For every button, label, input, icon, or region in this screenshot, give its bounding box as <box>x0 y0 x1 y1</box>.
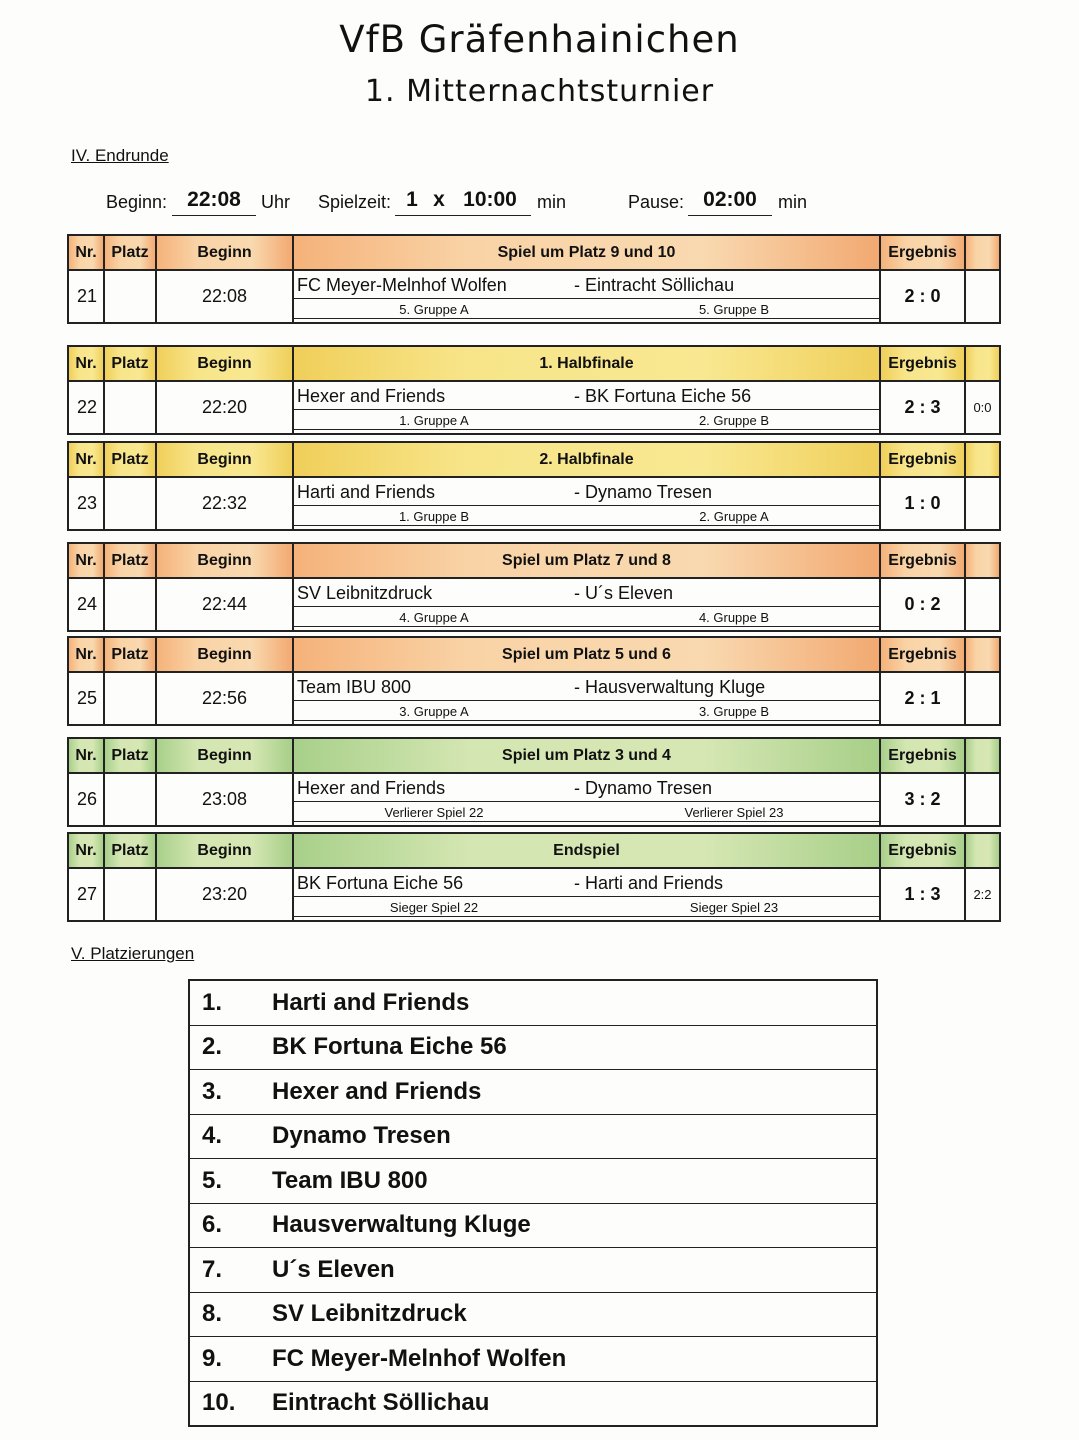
col-extra-header <box>965 738 1000 773</box>
match-teams <box>293 578 880 631</box>
team-home-origin: 4. Gruppe A <box>399 610 469 625</box>
spielzeit-value: 10:00 <box>449 188 531 216</box>
placement-row <box>189 1070 877 1115</box>
match-halftime-score <box>965 477 1000 530</box>
match-platz <box>104 672 156 725</box>
placement-row <box>189 1248 877 1293</box>
placement-position: 7. <box>189 1248 272 1293</box>
match-number: 21 <box>68 270 104 323</box>
team-away-origin: Verlierer Spiel 23 <box>684 805 784 820</box>
col-nr-header: Nr. <box>68 637 104 672</box>
team-home: BK Fortuna Eiche 56 <box>297 873 464 893</box>
match-platz <box>104 773 156 826</box>
col-extra-header <box>965 442 1000 477</box>
match-header-row <box>68 543 1000 578</box>
team-away: - BK Fortuna Eiche 56 <box>574 386 752 406</box>
match-halftime-score: 2:2 <box>965 868 1000 921</box>
match-title: Endspiel <box>293 833 880 868</box>
match-teams <box>293 270 880 323</box>
spielzeit-count: 1 <box>395 188 429 216</box>
match-result: 3 : 2 <box>880 773 965 826</box>
team-home-origin: 5. Gruppe A <box>399 302 469 317</box>
col-beginn-header: Beginn <box>156 833 293 868</box>
match-platz <box>104 477 156 530</box>
match-start-time: 22:32 <box>156 477 293 530</box>
team-away-origin: 3. Gruppe B <box>698 704 770 719</box>
col-extra-header <box>965 543 1000 578</box>
placement-team: Dynamo Tresen <box>272 1114 877 1159</box>
col-ergebnis-header: Ergebnis <box>880 235 965 270</box>
team-away-origin: 2. Gruppe B <box>698 413 770 428</box>
match-table <box>67 234 1001 324</box>
placement-position: 4. <box>189 1114 272 1159</box>
match-number: 27 <box>68 868 104 921</box>
col-nr-header: Nr. <box>68 543 104 578</box>
placement-team: Hexer and Friends <box>272 1070 877 1115</box>
spielzeit-label: Spielzeit: <box>318 192 392 212</box>
placement-row <box>189 1381 877 1426</box>
placement-team: FC Meyer-Melnhof Wolfen <box>272 1337 877 1382</box>
beginn-value: 22:08 <box>172 188 256 216</box>
match-row <box>68 672 1000 725</box>
col-ergebnis-header: Ergebnis <box>880 346 965 381</box>
placement-row <box>189 1337 877 1382</box>
placement-team: Hausverwaltung Kluge <box>272 1203 877 1248</box>
team-away-origin: 5. Gruppe B <box>698 302 770 317</box>
pause-value: 02:00 <box>688 188 772 216</box>
match-row <box>68 270 1000 323</box>
col-nr-header: Nr. <box>68 346 104 381</box>
round-info <box>0 188 1079 220</box>
placement-row <box>189 1025 877 1070</box>
col-platz-header: Platz <box>104 235 156 270</box>
col-extra-header <box>965 833 1000 868</box>
placement-position: 1. <box>189 980 272 1025</box>
match-header-row <box>68 346 1000 381</box>
match-title: 2. Halbfinale <box>293 442 880 477</box>
team-home-origin: Verlierer Spiel 22 <box>384 805 484 820</box>
match-table <box>67 636 1001 726</box>
match-platz <box>104 578 156 631</box>
pause-unit: min <box>778 192 808 212</box>
team-home: SV Leibnitzdruck <box>297 583 433 603</box>
match-title: Spiel um Platz 9 und 10 <box>293 235 880 270</box>
document-title: VfB Gräfenhainichen <box>339 18 740 61</box>
placement-position: 3. <box>189 1070 272 1115</box>
team-home: FC Meyer-Melnhof Wolfen <box>297 275 507 295</box>
match-halftime-score <box>965 773 1000 826</box>
team-home: Harti and Friends <box>297 482 436 502</box>
team-away-origin: 2. Gruppe A <box>699 509 769 524</box>
match-table <box>67 737 1001 827</box>
col-ergebnis-header: Ergebnis <box>880 738 965 773</box>
match-teams <box>293 381 880 434</box>
match-halftime-score <box>965 672 1000 725</box>
placement-position: 2. <box>189 1025 272 1070</box>
match-result: 0 : 2 <box>880 578 965 631</box>
placement-team: U´s Eleven <box>272 1248 877 1293</box>
match-title: 1. Halbfinale <box>293 346 880 381</box>
team-home-origin: 1. Gruppe B <box>398 509 470 524</box>
team-home-origin: Sieger Spiel 22 <box>389 900 479 915</box>
match-platz <box>104 270 156 323</box>
col-platz-header: Platz <box>104 738 156 773</box>
spielzeit-unit: min <box>537 192 567 212</box>
match-title: Spiel um Platz 7 und 8 <box>293 543 880 578</box>
placement-position: 8. <box>189 1292 272 1337</box>
match-title: Spiel um Platz 5 und 6 <box>293 637 880 672</box>
match-number: 23 <box>68 477 104 530</box>
team-away: - Eintracht Söllichau <box>574 275 735 295</box>
match-table <box>67 441 1001 531</box>
match-header-row <box>68 637 1000 672</box>
placement-position: 5. <box>189 1159 272 1204</box>
match-teams <box>293 672 880 725</box>
placement-row <box>189 1203 877 1248</box>
col-extra-header <box>965 235 1000 270</box>
match-table <box>67 542 1001 632</box>
section-title-endrunde: IV. Endrunde <box>71 146 169 165</box>
match-halftime-score <box>965 270 1000 323</box>
team-away-origin: 4. Gruppe B <box>698 610 770 625</box>
match-table <box>67 345 1001 435</box>
match-row <box>68 578 1000 631</box>
match-halftime-score <box>965 578 1000 631</box>
pause-label: Pause: <box>628 192 685 212</box>
col-beginn-header: Beginn <box>156 738 293 773</box>
col-beginn-header: Beginn <box>156 637 293 672</box>
col-ergebnis-header: Ergebnis <box>880 442 965 477</box>
placement-team: BK Fortuna Eiche 56 <box>272 1025 877 1070</box>
team-away: - Dynamo Tresen <box>574 778 713 798</box>
section-title-platzierungen: V. Platzierungen <box>71 944 195 963</box>
col-ergebnis-header: Ergebnis <box>880 833 965 868</box>
placement-team: Team IBU 800 <box>272 1159 877 1204</box>
placement-row <box>189 1114 877 1159</box>
placement-team: Eintracht Söllichau <box>272 1381 877 1426</box>
col-platz-header: Platz <box>104 442 156 477</box>
match-row <box>68 773 1000 826</box>
col-ergebnis-header: Ergebnis <box>880 543 965 578</box>
beginn-unit: Uhr <box>261 192 291 212</box>
match-start-time: 22:56 <box>156 672 293 725</box>
placement-position: 9. <box>189 1337 272 1382</box>
match-row <box>68 477 1000 530</box>
col-beginn-header: Beginn <box>156 543 293 578</box>
col-nr-header: Nr. <box>68 442 104 477</box>
team-home-origin: 1. Gruppe A <box>399 413 469 428</box>
spielzeit-multiplier: x <box>429 188 449 216</box>
col-platz-header: Platz <box>104 543 156 578</box>
match-teams <box>293 773 880 826</box>
match-start-time: 22:44 <box>156 578 293 631</box>
placement-row <box>189 980 877 1025</box>
match-teams <box>293 868 880 921</box>
match-number: 24 <box>68 578 104 631</box>
match-header-row <box>68 235 1000 270</box>
col-extra-header <box>965 346 1000 381</box>
match-number: 22 <box>68 381 104 434</box>
col-platz-header: Platz <box>104 833 156 868</box>
match-header-row <box>68 833 1000 868</box>
match-header-row <box>68 442 1000 477</box>
match-platz <box>104 381 156 434</box>
team-away-origin: Sieger Spiel 23 <box>689 900 779 915</box>
team-away: - U´s Eleven <box>574 583 674 603</box>
placement-team: Harti and Friends <box>272 980 877 1025</box>
team-home-origin: 3. Gruppe A <box>399 704 469 719</box>
match-result: 2 : 1 <box>880 672 965 725</box>
col-ergebnis-header: Ergebnis <box>880 637 965 672</box>
placement-row <box>189 1159 877 1204</box>
col-platz-header: Platz <box>104 637 156 672</box>
match-number: 26 <box>68 773 104 826</box>
col-nr-header: Nr. <box>68 235 104 270</box>
match-header-row <box>68 738 1000 773</box>
col-beginn-header: Beginn <box>156 235 293 270</box>
beginn-label: Beginn: <box>106 192 168 212</box>
match-result: 2 : 0 <box>880 270 965 323</box>
match-platz <box>104 868 156 921</box>
match-row <box>68 381 1000 434</box>
match-row <box>68 868 1000 921</box>
match-teams <box>293 477 880 530</box>
team-home: Hexer and Friends <box>297 778 446 798</box>
team-away: - Hausverwaltung Kluge <box>574 677 766 697</box>
team-home: Hexer and Friends <box>297 386 446 406</box>
placement-row <box>189 1292 877 1337</box>
placement-position: 6. <box>189 1203 272 1248</box>
document-subtitle: 1. Mitternachtsturnier <box>364 74 715 109</box>
placement-team: SV Leibnitzdruck <box>272 1292 877 1337</box>
col-extra-header <box>965 637 1000 672</box>
col-beginn-header: Beginn <box>156 346 293 381</box>
match-number: 25 <box>68 672 104 725</box>
col-nr-header: Nr. <box>68 833 104 868</box>
placement-position: 10. <box>189 1381 272 1426</box>
match-title: Spiel um Platz 3 und 4 <box>293 738 880 773</box>
placement-table <box>188 979 878 1427</box>
match-result: 1 : 0 <box>880 477 965 530</box>
col-platz-header: Platz <box>104 346 156 381</box>
team-away: - Dynamo Tresen <box>574 482 713 502</box>
match-result: 2 : 3 <box>880 381 965 434</box>
match-start-time: 23:08 <box>156 773 293 826</box>
match-halftime-score: 0:0 <box>965 381 1000 434</box>
match-start-time: 23:20 <box>156 868 293 921</box>
col-nr-header: Nr. <box>68 738 104 773</box>
match-start-time: 22:20 <box>156 381 293 434</box>
match-start-time: 22:08 <box>156 270 293 323</box>
match-result: 1 : 3 <box>880 868 965 921</box>
team-home: Team IBU 800 <box>297 677 412 697</box>
match-table <box>67 832 1001 922</box>
team-away: - Harti and Friends <box>574 873 724 893</box>
col-beginn-header: Beginn <box>156 442 293 477</box>
